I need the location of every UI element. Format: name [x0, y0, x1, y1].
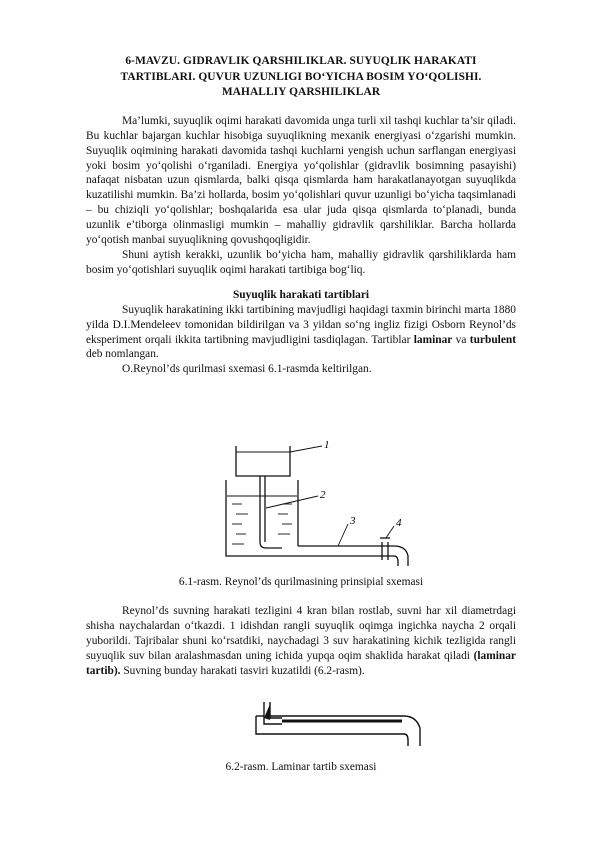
term-turbulent: turbulent: [469, 333, 516, 346]
paragraph-intro: Ma’lumki, suyuqlik oqimi harakati davomida unga turli xil tashqi kuchlar ta’sir qiladi. Bu kuchlar bajargan kuchlar hisobiga suyuqlikning mexanik energiyasi o‘zgarishi mumkin. Suyuqlik oqimining harakati davomida tashqi kuchlarni yengish uchun sarflangan energiyasi yoki bosim yo‘qolishi o‘rganiladi. Energiya yo‘qolishlar (gidravlik bosimning pasayishi) nafaqat nisbatan uzun qismlarda, balki qisqa qismlarda ham harakatlanayotgan suyuqlikda kuzatilishi mumkin. Ba’zi hollarda, bosim yo‘qolishlari quvur uzunligi bo‘yicha taqsimlanadi – bu chiziqli yo‘qolishlar; boshqalarida esa ular juda qisqa qismlarda to‘planadi, bunda uzunlik e’tiborga olinmasligi mumkin – mahalliy gidravlik qarshiliklar. Barcha hollarda yo‘qotish manbai suyuqlikning qovushqoqligidir.: [86, 114, 516, 247]
label-1: 1: [324, 439, 330, 451]
laminar-flow-diagram: [86, 694, 516, 752]
label-2: 2: [320, 489, 326, 501]
paragraph-regimes: [86, 303, 516, 363]
label-3: 3: [350, 515, 356, 527]
label-4: 4: [396, 517, 402, 529]
paragraph-dependency: Shuni aytish kerakki, uzunlik bo‘yicha ham, mahalliy gidravlik qarshiliklarda ham bosim yo‘qotishlari suyuqlik oqimi harakati tartibiga bog‘liq.: [86, 248, 516, 276]
figure-caption-6-2: 6.2-rasm. Laminar tartib sxemasi: [225, 761, 377, 773]
reynolds-apparatus-diagram: [86, 438, 516, 568]
section-heading: Suyuqlik harakati tartiblari: [232, 288, 370, 301]
paragraph-figure-ref: O.Reynol’ds qurilmasi sxemasi 6.1-rasmda keltirilgan.: [122, 363, 372, 376]
page-title: [86, 54, 516, 101]
page-content: [86, 54, 516, 377]
figure-laminar-flow: [86, 694, 516, 752]
text-run: Suyuqlik harakatining ikki tartibining mavjudligi haqidagi taxmin birinchi marta 1880 yilda D.I.Mendeleev tomonidan bildirilgan va 3 yildan so‘ng ingliz fizigi Osborn Reynol’ds eksperiment orqali ikkita tartibning mavjudligini tasdiqlagan. Tartiblar: [86, 303, 516, 346]
figure-reynolds-apparatus: [86, 438, 516, 568]
title-line: TARTIBLARI. QUVUR UZUNLIGI BO‘YICHA BOSIM YO‘QOLISHI.: [120, 70, 482, 83]
figure-caption-6-1: 6.1-rasm. Reynol’ds qurilmasining prinsipial sxemasi: [178, 576, 424, 588]
dye-injector-fill: [264, 704, 270, 720]
paragraph-experiment: [86, 604, 516, 679]
title-line: 6-MAVZU. GIDRAVLIK QARSHILIKLAR. SUYUQLIK HARAKATI: [125, 55, 477, 67]
text-run: Suvning bunday harakati tasviri kuzatildi (6.2-rasm).: [120, 664, 365, 677]
text-run: Reynol’ds suvning harakati tezligini 4 kran bilan rostlab, suvni har xil diametrdagi shisha naychalardan o‘tkazdi. 1 idishdan rangli suyuqlik oqimga ingichka naycha 2 orqali yuborildi. Tajribalar shuni ko‘rsatdiki, naychadagi 3 suv harakatining kichik tezligida rangli suyuqlik suv bilan aralashmasdan uning ichida yupqa oqim shaklida harakat qiladi: [86, 605, 516, 662]
title-line: MAHALLIY QARSHILIKLAR: [221, 86, 381, 99]
text-run: deb nomlangan.: [86, 348, 159, 361]
page-content-lower: [86, 604, 516, 679]
term-laminar: laminar: [413, 333, 453, 346]
text-run: va: [452, 333, 470, 346]
term-laminar-regime: (laminar tartib).: [86, 649, 516, 677]
